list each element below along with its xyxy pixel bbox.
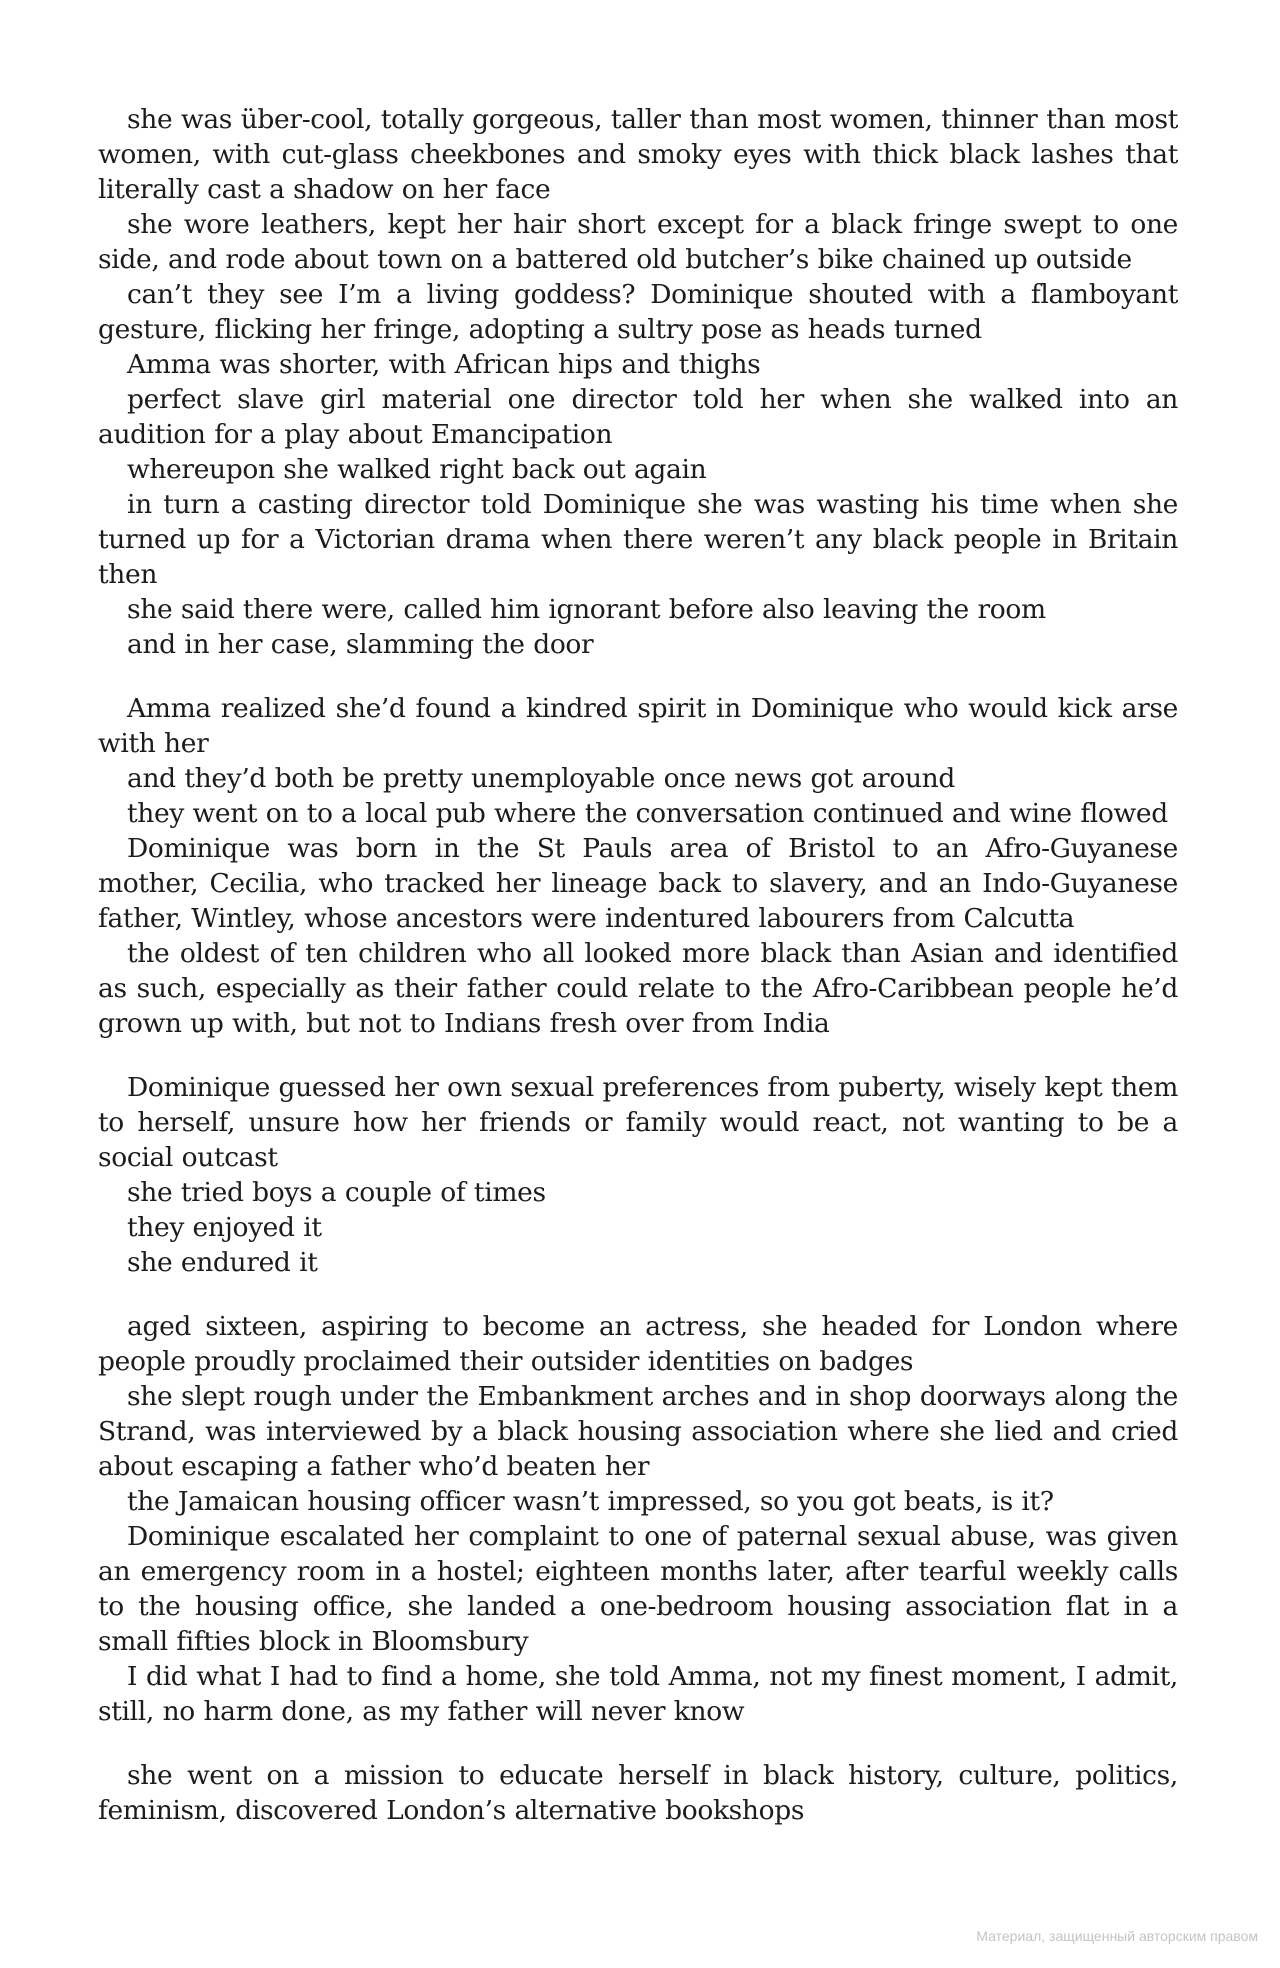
text-section-2: [98, 691, 1178, 1041]
paragraph: she was über-cool, totally gorgeous, taller than most women, thinner than most women, with cut-glass cheekbones and smoky eyes with thick black lashes that literally cast a shadow on her face: [98, 104, 1178, 205]
paragraph: and in her case, slamming the door: [127, 629, 594, 660]
paragraph: and they’d both be pretty unemployable once news got around: [127, 763, 956, 794]
copyright-watermark: Материал, защищенный авторским правом: [976, 1928, 1258, 1944]
page-text: [98, 102, 1178, 1828]
text-section-5: [98, 1758, 1178, 1828]
paragraph: they enjoyed it: [127, 1212, 322, 1243]
paragraph: they went on to a local pub where the conversation continued and wine flowed: [127, 798, 1168, 829]
paragraph: she went on a mission to educate herself in black history, culture, politics, feminism, discovered London’s alternative bookshops: [98, 1760, 1178, 1826]
paragraph: Dominique was born in the St Pauls area of Bristol to an Afro-Guyanese mother, Cecilia, who tracked her lineage back to slavery, and an Indo-Guyanese father, Wintley, whose ancestors were indentured labourers from Calcutta: [98, 833, 1178, 934]
paragraph: the oldest of ten children who all looked more black than Asian and identified as such, especially as their father could relate to the Afro-Caribbean people he’d grown up with, but not to Indians fresh over from India: [98, 938, 1178, 1039]
text-section-1: [98, 102, 1178, 662]
paragraph: can’t they see I’m a living goddess? Dominique shouted with a flamboyant gesture, flicking her fringe, adopting a sultry pose as heads turned: [98, 279, 1178, 345]
text-section-3: [98, 1070, 1178, 1280]
paragraph: she wore leathers, kept her hair short except for a black fringe swept to one side, and rode about town on a battered old butcher’s bike chained up outside: [98, 209, 1178, 275]
paragraph: Dominique escalated her complaint to one of paternal sexual abuse, was given an emergency room in a hostel; eighteen months later, after tearful weekly calls to the housing office, she landed a one-bedroom housing association flat in a small fifties block in Bloomsbury: [98, 1521, 1178, 1657]
paragraph: perfect slave girl material one director told her when she walked into an audition for a play about Emancipation: [98, 384, 1178, 450]
paragraph: aged sixteen, aspiring to become an actress, she headed for London where people proudly proclaimed their outsider identities on badges: [98, 1311, 1178, 1377]
paragraph: Dominique guessed her own sexual preferences from puberty, wisely kept them to herself, unsure how her friends or family would react, not wanting to be a social outcast: [98, 1072, 1178, 1173]
paragraph: Amma was shorter, with African hips and thighs: [127, 349, 761, 380]
paragraph: Amma realized she’d found a kindred spirit in Dominique who would kick arse with her: [98, 693, 1178, 759]
paragraph: she said there were, called him ignorant before also leaving the room: [127, 594, 1046, 625]
paragraph: she slept rough under the Embankment arches and in shop doorways along the Strand, was interviewed by a black housing association where she lied and cried about escaping a father who’d beaten her: [98, 1381, 1178, 1482]
paragraph: I did what I had to find a home, she told Amma, not my finest moment, I admit, still, no harm done, as my father will never know: [98, 1661, 1178, 1727]
text-section-4: [98, 1309, 1178, 1729]
paragraph: the Jamaican housing officer wasn’t impressed, so you got beats, is it?: [127, 1486, 1054, 1517]
paragraph: whereupon she walked right back out again: [127, 454, 707, 485]
paragraph: in turn a casting director told Dominique she was wasting his time when she turned up for a Victorian drama when there weren’t any black people in Britain then: [98, 489, 1178, 590]
paragraph: she tried boys a couple of times: [127, 1177, 546, 1208]
paragraph: she endured it: [127, 1247, 318, 1278]
